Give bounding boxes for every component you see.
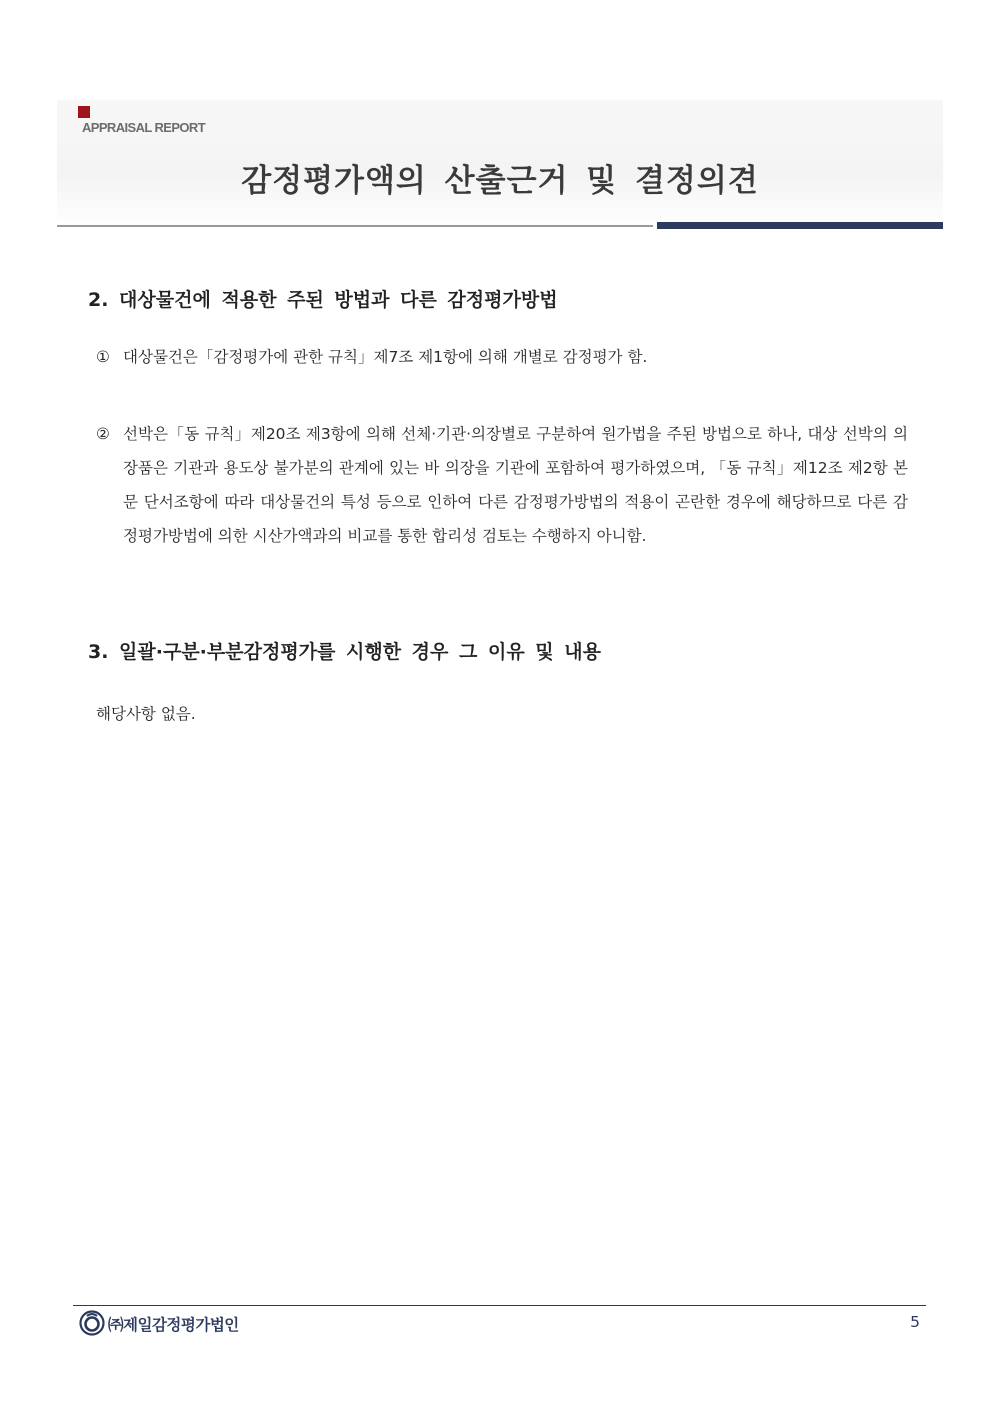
company-logo-icon: [79, 1310, 105, 1336]
list-item: [96, 340, 908, 374]
footer-company-name: ㈜제일감정평가법인: [108, 1316, 239, 1334]
page-title: 감정평가액의 산출근거 및 결정의견: [241, 163, 759, 199]
list-item-text: 대상물건은「감정평가에 관한 규칙」제7조 제1항에 의해 개별로 감정평가 함.: [123, 348, 648, 366]
page-number: 5: [910, 1313, 920, 1331]
list-item-text: 선박은「동 규칙」제20조 제3항에 의해 선체·기관·의장별로 구분하여 원가법을 주된 방법으로 하나, 대상 선박의 의장품은 기관과 용도상 불가분의 관계에 있는 바 의장을 기관에 포함하여 평가하였으며, 「동 규칙」제12조 제2항 본문 단서조항에 따라 대상물건의 특성 등으로 인하여 다른 감정평가방법의 적용이 곤란한 경우에 해당하므로 다른 감정평가방법에 의한 시산가액과의 비교를 통한 합리성 검토는 수행하지 아니함.: [123, 425, 908, 545]
section-heading-methods: 2. 대상물건에 적용한 주된 방법과 다른 감정평가방법: [88, 289, 558, 311]
title-divider-thick: [657, 222, 943, 229]
list-item-marker: ②: [96, 425, 110, 443]
section-heading-appraisal-type: 3. 일괄·구분·부분감정평가를 시행한 경우 그 이유 및 내용: [88, 641, 601, 663]
section-body-text: 해당사항 없음.: [96, 705, 196, 723]
title-divider-thin: [57, 225, 653, 227]
footer-divider: [73, 1305, 926, 1306]
report-accent-square: [78, 106, 90, 118]
report-label: APPRAISAL REPORT: [82, 120, 206, 135]
list-item: [96, 417, 908, 553]
list-item-marker: ①: [96, 348, 110, 366]
